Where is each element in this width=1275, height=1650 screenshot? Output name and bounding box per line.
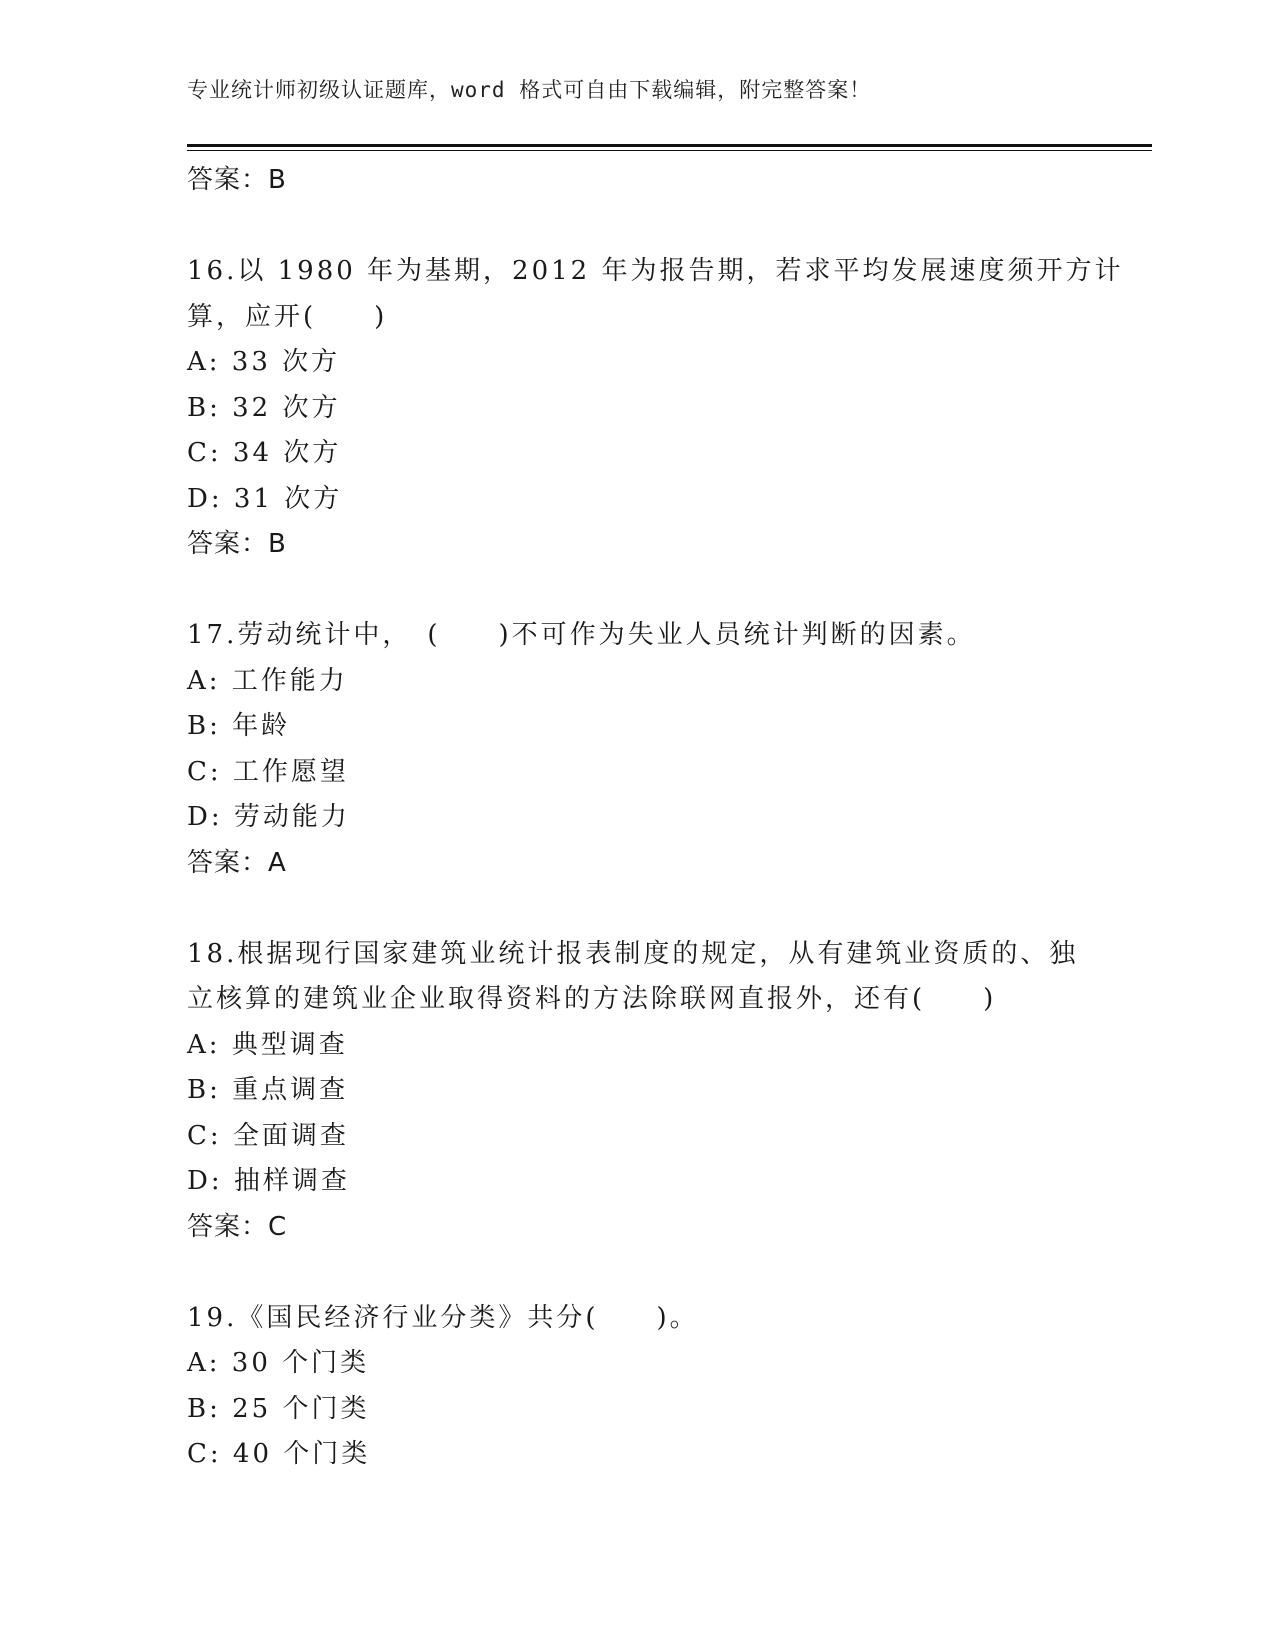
option-b: B: 年龄 <box>187 711 291 741</box>
answer: 答案：C <box>187 1211 288 1242</box>
header-rule-thin <box>187 150 1152 151</box>
option-a: A: 工作能力 <box>187 665 348 696</box>
option-b: B: 25 个门类 <box>187 1393 370 1424</box>
option-c: C: 34 次方 <box>187 438 342 468</box>
answer: 答案：A <box>187 847 287 878</box>
option-d: D: 劳动能力 <box>187 802 350 832</box>
previous-answer: 答案：B <box>187 165 287 195</box>
option-d: D: 31 次方 <box>187 483 343 514</box>
option-b: B: 重点调查 <box>187 1075 349 1105</box>
option-b: B: 32 次方 <box>187 392 341 423</box>
question-stem: 算，应开( ) <box>187 301 388 332</box>
option-d: D: 抽样调查 <box>187 1166 350 1196</box>
header-rule-thick <box>187 144 1152 147</box>
question-list <box>187 158 1124 1478</box>
question-stem: 18.根据现行国家建筑业统计报表制度的规定，从有建筑业资质的、独 <box>187 938 1079 969</box>
option-c: C: 全面调查 <box>187 1120 349 1151</box>
question-stem: 19.《国民经济行业分类》共分( )。 <box>187 1302 699 1333</box>
question-17 <box>187 613 1087 886</box>
answer: 答案：B <box>187 529 287 559</box>
question-19 <box>187 1296 1087 1478</box>
option-a: A: 30 个门类 <box>187 1348 370 1378</box>
option-c: C: 40 个门类 <box>187 1439 371 1469</box>
question-16 <box>187 249 1124 568</box>
option-c: C: 工作愿望 <box>187 756 349 787</box>
option-a: A: 典型调查 <box>187 1029 348 1060</box>
question-stem: 16.以 1980 年为基期，2012 年为报告期，若求平均发展速度须开方计 <box>187 256 1124 286</box>
question-stem: 立核算的建筑业企业取得资料的方法除联网直报外，还有( ) <box>187 984 997 1014</box>
option-a: A: 33 次方 <box>187 347 341 377</box>
page-header: 专业统计师初级认证题库，word 格式可自由下载编辑，附完整答案！ <box>187 78 872 102</box>
question-18 <box>187 932 1087 1251</box>
question-stem: 17.劳动统计中， ( )不可作为失业人员统计判断的因素。 <box>187 620 976 650</box>
